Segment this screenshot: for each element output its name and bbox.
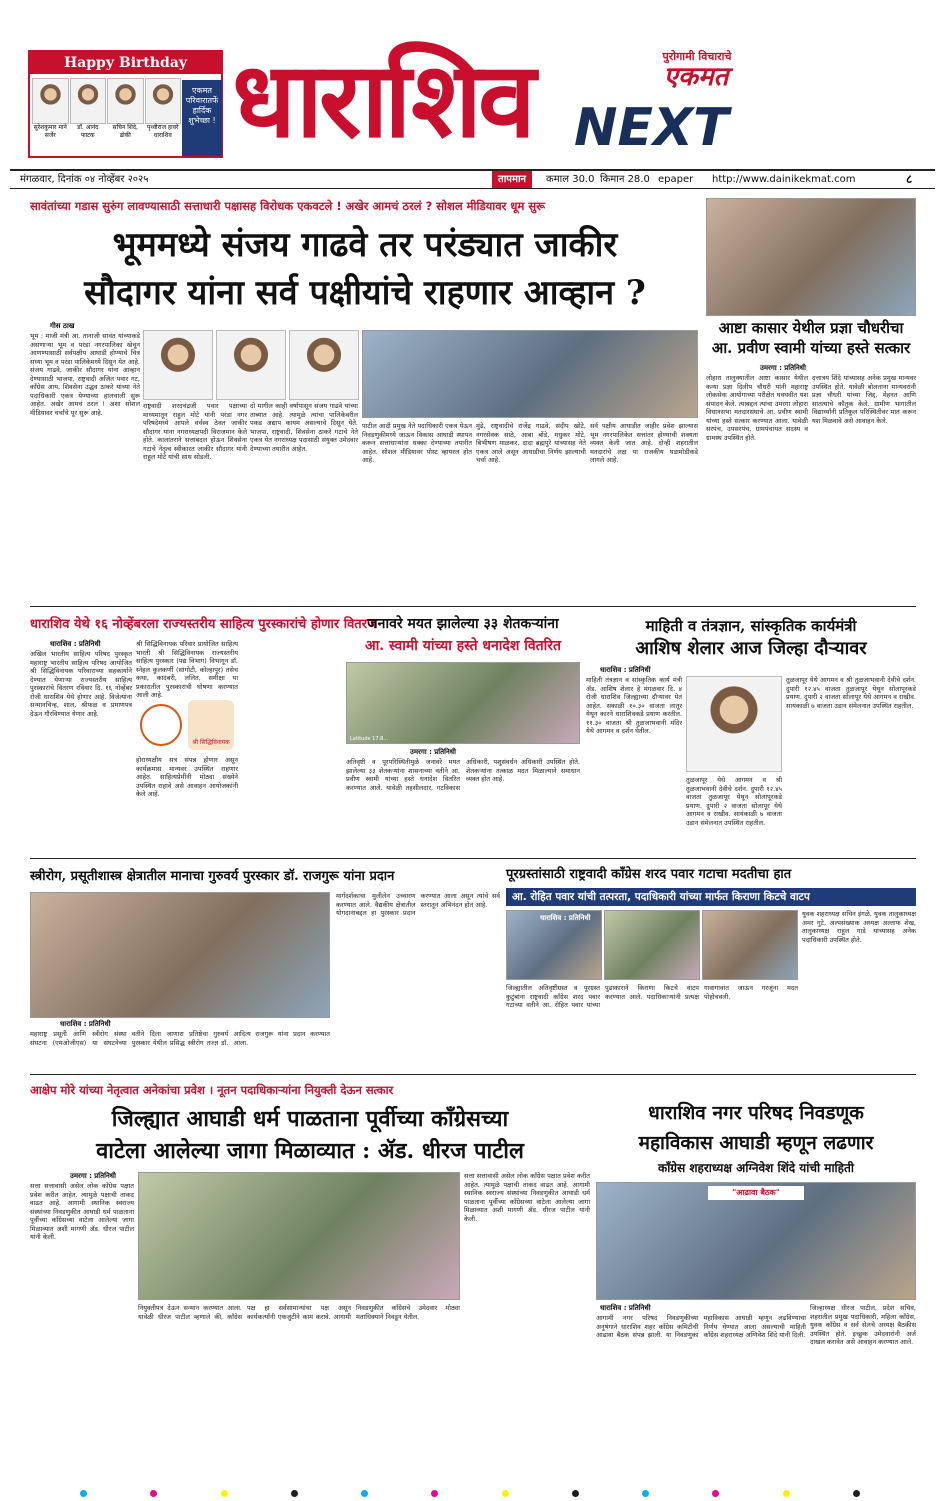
janavare-headline-2: आ. स्वामी यांच्या हस्ते धनादेश वितरित — [365, 638, 561, 654]
section-divider — [30, 606, 916, 607]
person-photo — [70, 78, 107, 124]
more-byline: उमरगा : प्रतिनिधी — [70, 1172, 116, 1180]
relief-photo — [702, 910, 798, 980]
ashta-headline: आष्टा कासार येथील प्रज्ञा चौधरीचा आ. प्रवीण स्वामी यांच्या हस्ते सत्कार — [711, 319, 911, 357]
person-photo — [145, 78, 182, 124]
award-ceremony-photo — [30, 892, 330, 1018]
person-photo — [143, 330, 213, 400]
meeting-banner: "आढावा बैठक" — [708, 1186, 804, 1200]
more-body-2: नियुक्तीपत्र देऊन सन्मान करण्यात आला. यावेळी धीरज पाटील म्हणाले की, काँग्रेस पक्ष हा सर्वसामान्यांचा पक्ष असून कार्यकर्त्यांनी एकजुटीने काम करावे. आगामी निवडणुकीत काँग्रेसचे उमेदवार मोठ्या मताधिक्याने निवडून येतील. — [138, 1304, 460, 1321]
janavare-byline: उमरगा : प्रतिनिधी — [410, 748, 456, 756]
cyan-dot — [80, 1490, 87, 1497]
ashta-body-2: दत्तात्रय शिंदे यांच्यासह अनेक प्रमुख मान्यवर उपस्थित होते. यावेळी बोलताना मान्यवरांनी प्रज्ञा चौधरी यांच्या जिद्द, मेहनत आणि सातत्याचे कौतुक केले. ग्रामीण भागातील विद्यार्थ्यांनी प्रतिकूल परिस्थितीवर मात करून यश मिळवावे असे आवाहन केले. — [812, 374, 916, 425]
person-name: सुरेशकुमार माने सर्जेर — [33, 124, 67, 139]
paper-name: एकमत — [663, 62, 729, 92]
magenta-dot — [150, 1490, 157, 1497]
party-entry-photo — [138, 1172, 460, 1300]
lead-headline-1: भूममध्ये संजय गाढवे तर परंड्यात जाकीर — [112, 225, 618, 265]
website-link[interactable]: http://www.dainikekmat.com — [712, 174, 856, 185]
yellow-dot — [502, 1490, 509, 1497]
person-photo — [216, 330, 286, 400]
nagar-subheadline: काँग्रेस शहराध्यक्ष अग्निवेश शिंदे यांची माहिती — [657, 1161, 854, 1175]
magenta-dot — [712, 1490, 719, 1497]
sharad-body-2: युवक शहराध्यक्ष सचिन इंगळे, युवक तालुकाध्यक्ष अमर गुटे, अल्पसंख्याक अध्यक्ष अल्ताफ शेख, तालुकाध्यक्ष राहुल गाडे यांच्यासह अनेक पदाधिकारी उपस्थित होते. — [802, 910, 916, 944]
issue-date: मंगळवार, दिनांक ०४ नोव्हेंबर २०२५ — [20, 174, 149, 185]
birthday-people — [32, 78, 182, 158]
lead-headline-2: सौदागर यांना सर्व पक्षीयांचे राहणार आव्हान ? — [84, 273, 646, 313]
cyan-dot — [642, 1490, 649, 1497]
info-bar — [10, 169, 935, 189]
yellow-dot — [783, 1490, 790, 1497]
cheque-distribution-photo — [346, 662, 580, 744]
sharad-headline: पूरग्रस्तांसाठी राष्ट्रवादी काँग्रेस शरद पवार गटाचा मदतीचा हात — [506, 867, 792, 882]
masthead-tagline: पुरोगामी विचाराचे — [662, 50, 732, 63]
birthday-person — [32, 78, 69, 158]
magenta-dot — [431, 1490, 438, 1497]
nagar-body: आगामी नगर परिषद निवडणुकीच्या अनुषंगाने धाराशिव शहर काँग्रेस कमिटीची आढावा बैठक संपन्न झाली. या निवडणुका महाविकास आघाडी म्हणून लढविण्याचा निर्णय घेण्यात आला असल्याची माहिती काँग्रेस शहराध्यक्ष अग्निवेश शिंदे यांनी दिली. — [596, 1314, 806, 1339]
nagar-headline-1: धाराशिव नगर परिषद निवडणूक — [648, 1102, 864, 1124]
siddhivinayak-logo: श्री सिद्धिविनायक — [188, 700, 234, 750]
sahitya-logo-icon — [140, 704, 182, 746]
birthday-box — [28, 50, 223, 158]
shelar-body-2: तुळजापूर येथे आगमन व श्री तुळजाभवानी देवीचे दर्शन. दुपारी १२.४५ वाजता तुळजापूर येथून सोलापूरकडे प्रयाण. दुपारी २ वाजता सोलापूर येथे आगमन व राखीव. सायंकाळी ७ वाजता उडान संमेलनात उपस्थित राहतील. — [786, 676, 916, 710]
ashta-body: लोहारा तालुक्यातील आष्टा कासार येथील कन्या प्रज्ञा दिलीप चौधरी यांनी महाराष्ट्र लोकसेवा आयोगाच्या परीक्षेत घवघवीत यश संपादन केले. त्याबद्दल त्यांचा उमरगा लोहारा विधानसभा मतदारसंघाचे आ. प्रवीण स्वामी यांच्या हस्ते सत्कार करण्यात आला. यावेळी सरपंच, उपसरपंच, ग्रामपंचायत सदस्य व ग्रामस्थ उपस्थित होते. — [706, 374, 808, 442]
cyan-dot — [361, 1490, 368, 1497]
lead-byline: गीस ठाख — [50, 322, 75, 330]
sahitya-body-3: होराध्यक्षीय सत्र संपन्न होणार असून कार्यक्रमास मान्यवर उपस्थित राहणार आहेत. साहित्यप्रेमींनी मोठ्या संख्येने उपस्थित राहावे असे आवाहन आयोजकांनी केले आहे. — [136, 756, 238, 798]
sahitya-headline: धाराशिव येथे १६ नोव्हेंबरला राज्यस्तरीय साहित्य पुरस्कारांचे होणार वितरण — [30, 617, 377, 632]
yellow-dot — [221, 1490, 228, 1497]
more-body-3: सत्ता सत्तावासी असेल लोक काँग्रेस पक्षात प्रवेश करीत आहेत. त्यामुळे पक्षाची ताकद वाढत आहे. आगामी स्थानिक स्वराज्य संस्थांच्या निवडणुकीत आघाडी धर्म पाळताना पूर्वीच्या काँग्रेसच्या वाटेला आलेल्या जागा मिळाव्यात अशी मागणी ॲड. धीरज पाटील यांनी केली. — [464, 1172, 590, 1223]
epaper-label: epaper — [658, 174, 694, 185]
person-name: डॉ. आनंद फाटक — [77, 124, 99, 139]
sahitya-body: अखिल भारतीय साहित्य परिषद पुरस्कृत महाराष्ट्र भारतीय साहित्य परिषद आयोजित श्री सिद्धिविनायक परिवाराच्या सहकार्याने देण्यात येणाऱ्या राज्यस्तरीय साहित्य पुरस्कारांचे वितरण रविवार दि. १६ नोव्हेंबर रोजी धाराशिव येथे होणार आहे. विजेत्यांना सन्मानचिन्ह, शाल, श्रीफळ व प्रमाणपत्र देऊन गौरविण्यात येणार आहे. — [30, 650, 132, 718]
next-logo: NEXT — [574, 98, 729, 158]
birthday-person — [145, 78, 182, 158]
person-name: पृथ्वीराज हावरे धाराशिव — [146, 124, 179, 139]
page-number: ८ — [906, 172, 913, 186]
rajguru-body: महाराष्ट्र प्रसूती आणि स्त्रीरोग संस्था संघटना (एमओजीएस) या संघटनेच्या वतीने दिला जाणारा प्रतिष्ठेचा गुरुवर्य पुरस्कार येथील प्रसिद्ध स्त्रीरोग तज्ज्ञ डॉ. आदित्य राजगुरू यांना प्रदान करण्यात आला. — [30, 1030, 330, 1047]
print-registration-marks — [80, 1490, 860, 1498]
temperature-min: किमान 28.0 — [600, 174, 650, 185]
sahitya-byline: धाराशिव : प्रतिनिधी — [50, 640, 101, 648]
person-name: सचिन शिंदे, ढोकी — [112, 124, 138, 139]
birthday-greeting: एकमत परिवारातर्फे हार्दिक शुभेच्छा ! — [182, 80, 222, 156]
minister-portrait — [686, 676, 782, 772]
section-divider — [30, 858, 916, 859]
lead-body-4: पाटील आदी प्रमुख नेते पदाधिकारी एकत्र येऊन निवडणुकीमध्ये जाऊन विकास आघाडी स्थापन करून सत्ताधाऱ्यांना धक्का देण्याच्या तयारीत आहेत. सोशल मीडियावर पोस्ट व्हायरल होत आहे. — [362, 422, 472, 464]
temperature-max: कमाल 30.0 — [546, 174, 595, 185]
group-photo — [362, 330, 698, 418]
shelar-headline-1: माहिती व तंत्रज्ञान, सांस्कृतिक कार्यमंत्री — [645, 617, 857, 635]
masthead-title: धाराशिव — [232, 38, 532, 161]
more-kicker: आक्षेप मोरे यांच्या नेतृत्वात अनेकांचा प्रवेश । नूतन पदाधिकाऱ्यांना नियुक्ती देऊन सत्कार — [30, 1083, 394, 1097]
felicitation-photo — [706, 198, 916, 316]
nagar-body-2: जिल्हाध्यक्ष धीरज पाटील, प्रदेश सचिव, शहरातील प्रमुख पदाधिकारी, महिला काँग्रेस, युवक काँग्रेस व सर्व सेलचे अध्यक्ष बैठकीस उपस्थित होते. इच्छुक उमेदवारांनी अर्ज दाखल करावेत असे आवाहन करण्यात आले. — [810, 1304, 916, 1346]
more-body: सत्ता सत्तावासी असेल लोक काँग्रेस पक्षात प्रवेश करीत आहेत. त्यामुळे पक्षाची ताकद वाढत आहे. आगामी स्थानिक स्वराज्य संस्थांच्या निवडणुकीत आघाडी धर्म पाळताना पूर्वीच्या काँग्रेसच्या वाटेला आलेल्या जागा मिळाव्यात अशी मागणी ॲड. धीरज पाटील यांनी केली. — [30, 1182, 134, 1241]
sahitya-body-2: श्री सिद्धिविनायक परिवार प्रायोजित साहित्य भारती श्री सिद्धिविनायक राज्यस्तरीय साहित्य पुरस्कार (पद्य विभाग) विभागून डॉ. स्नेहल कुलकर्णी (सांगोटी, कोल्हापूर) तसेच कथा, कादंबरी, ललित, समीक्षा या प्रकारातील पुरस्कारांची घोषणा करण्यात आली आहे. — [136, 640, 238, 699]
lead-body-6: सर्व पक्षीय आघाडीत जाहीर प्रवेश झाल्यास भूम नगरपालिकेत सत्तांतर होण्याची शक्यता व्यक्त केली जात आहे. दोन्ही शहरातील मतदारांचे लक्ष या राजकीय घडामोडीकडे लागले आहे. — [590, 422, 698, 464]
sharad-body: जिल्ह्यातील अतिवृष्टीग्रस्त व पूरग्रस्त कुटुंबांना राष्ट्रवादी काँग्रेस शरद पवार गटाच्या वतीने आ. रोहित पवार यांच्या पुढाकाराने किराणा किटचे वाटप करण्यात आले. पदाधिकाऱ्यांनी प्रत्यक्ष गावागावात जाऊन गरजूंना मदत पोहोचवली. — [506, 984, 798, 1009]
janavare-body: अतिवृष्टी व पूरपरिस्थितीमुळे जनावरे मयत झालेल्या ३३ शेतकऱ्यांना शासनाच्या वतीने आ. प्रवीण स्वामी यांच्या हस्ते धनादेश वितरित करण्यात आले. यावेळी तहसीलदार, गटविकास अधिकारी, पशुसंवर्धन अधिकारी उपस्थित होते. शेतकऱ्यांना तत्काळ मदत मिळाल्याने समाधान व्यक्त होत आहे. — [346, 758, 580, 792]
more-headline-1: जिल्ह्यात आघाडी धर्म पाळताना पूर्वीच्या काँग्रेसच्या — [111, 1106, 509, 1132]
black-dot — [853, 1490, 860, 1497]
shelar-headline-2: आशिष शेलार आज जिल्हा दौऱ्यावर — [635, 638, 867, 659]
lead-body-1: भूम : माजी मंत्री आ. तानाजी सावंत यांच्याकडे असणाऱ्या भूम व परंडा नगरपालिका खेचून आणण्यासाठी सर्वपक्षीय आघाडी होण्याचे चित्र सध्या भूम व परंडा पालिकेमध्ये दिसून येत आहे. संजय गाढवे, जाकीर सौदागर यांना आव्हान देण्यासाठी भाजपा, राष्ट्रवादी अजित पवार गट, काँग्रेस आय, शिवसेना उद्धव ठाकरे यांच्या नेते पदाधिकारी एकत्र येण्याच्या हालचाली सुरू आहेत. अखेर आमचं ठरलं ! अशा सोशल मीडियावर चर्चांचे पूर सुरू आहे. — [30, 332, 140, 417]
person-photo — [107, 78, 144, 124]
shelar-body: माहिती तंत्रज्ञान व सांस्कृतिक कार्य मंत्री ॲड. आशिष शेलार हे मंगळवार दि. ४ रोजी धाराशिव जिल्ह्याच्या दौऱ्यावर येत आहेत. सकाळी १०.३० वाजता लातूर येथून कारने धाराशिवकडे प्रयाण करतील. ११.३० वाजता श्री तुळजाभवानी मंदिर येथे आगमन व दर्शन घेतील. — [586, 676, 682, 735]
person-photo — [289, 330, 359, 400]
relief-photo — [604, 910, 700, 980]
ashta-byline: उमरगा : प्रतिनिधी — [760, 364, 806, 372]
lead-body-3: दो मागील काही वर्षापासून संजय गाढवे यांच्या ताब्यात आहे. त्यामुळे त्यांचा पालिकेवरील पकड अद्याप कायम असल्याचे दिसून येते. भाजपा, राष्ट्रवादी, शिवसेना ठाकरे गटाचे नेते एकत्र येत नगराध्यक्ष पदासाठी संयुक्त उमेदवार देण्याच्या तयारीत आहेत. — [250, 402, 358, 453]
birthday-title: Happy Birthday — [30, 52, 221, 74]
birthday-person — [70, 78, 107, 158]
nagar-headline-2: महाविकास आघाडी म्हणून लढणार — [638, 1132, 874, 1154]
janavare-headline-1: जनावरे मयत झालेल्या ३३ शेतकऱ्यांना — [367, 616, 559, 632]
shelar-byline: धाराशिव : प्रतिनिधी — [600, 666, 651, 674]
black-dot — [572, 1490, 579, 1497]
section-divider — [30, 1074, 916, 1075]
lead-body-2: राष्ट्रवादी शरदचंद्रजी पवार पक्षाच्या माध्यमातून राहुल मोटे यांनी परंडा नगर परिषदेमध्ये आपले वर्चस्व ठेवत जाकीर सौदागर यांना नगराध्यक्षपदी विराजमान केले होते. कालांतराने सत्ताबदल होऊन शिवसेना गटाचे नेतृत्व स्वीकारत जाकीर सौदागर यांनी राहुल मोटे यांची साथ सोडली. — [143, 402, 247, 461]
nagar-byline: धाराशिव : प्रतिनिधी — [600, 1304, 651, 1312]
rajguru-headline: स्त्रीरोग, प्रसूतीशास्त्र क्षेत्रातील मानाचा गुरुवर्य पुरस्कार डॉ. राजगुरू यांना प्रदान — [30, 869, 395, 884]
birthday-person — [107, 78, 144, 158]
photo-caption: Latitude 17.8... — [350, 736, 389, 742]
sharad-subheadline: आ. रोहित पवार यांची तत्परता, पदाधिकारी यांच्या मार्फत किराणा किटचे वाटप — [506, 888, 916, 906]
temperature-label: तापमान — [492, 171, 532, 188]
rajguru-body-2: मार्गदर्शकाचा मुलीलेन उच्चारण करण्यात आले. वैद्यकीय क्षेत्रातील योगदानाबद्दल हा पुरस्कार प्रदान करण्यात आला असून त्यांचे सर्व स्तरातून अभिनंदन होत आहे. — [336, 892, 500, 917]
rajguru-byline: धाराशिव : प्रतिनिधी — [60, 1020, 111, 1028]
sharad-byline: धाराशिव : प्रतिनिधी — [540, 914, 591, 922]
more-headline-2: वाटेला आलेल्या जागा मिळाव्यात : ॲड. धीरज पाटील — [96, 1138, 524, 1164]
shelar-schedule: तुळजापूर येथे आगमन व श्री तुळजाभवानी देवीचे दर्शन. दुपारी १२.४५ वाजता तुळजापूर येथून सोलापूरकडे प्रयाण. दुपारी २ वाजता सोलापूर येथे आगमन व राखीव. सायंकाळी ७ वाजता उडान संमेलनात उपस्थित राहतील. — [686, 776, 782, 827]
lead-body-5: मुंढे, राष्ट्रवादीचे राजेंद्र गाढवे, संदीप खोटे, नगरसेवक साठे, आबा बोंडे, मधुकर मोटे, बिभीषण माळकर, दादा ब्रह्मपुरे यांच्यासह नेते एकत्र आले असून आघाडीचा निर्णय झाल्याची चर्चा आहे. — [476, 422, 586, 464]
person-photo — [32, 78, 69, 124]
lead-kicker: सावंतांच्या गडास सुरुंग लावण्यासाठी सत्ताधारी पक्षासह विरोधक एकवटले ! अखेर आमचं ठरलं ? सोशल मीडियावर धूम सुरू — [30, 199, 546, 213]
black-dot — [291, 1490, 298, 1497]
